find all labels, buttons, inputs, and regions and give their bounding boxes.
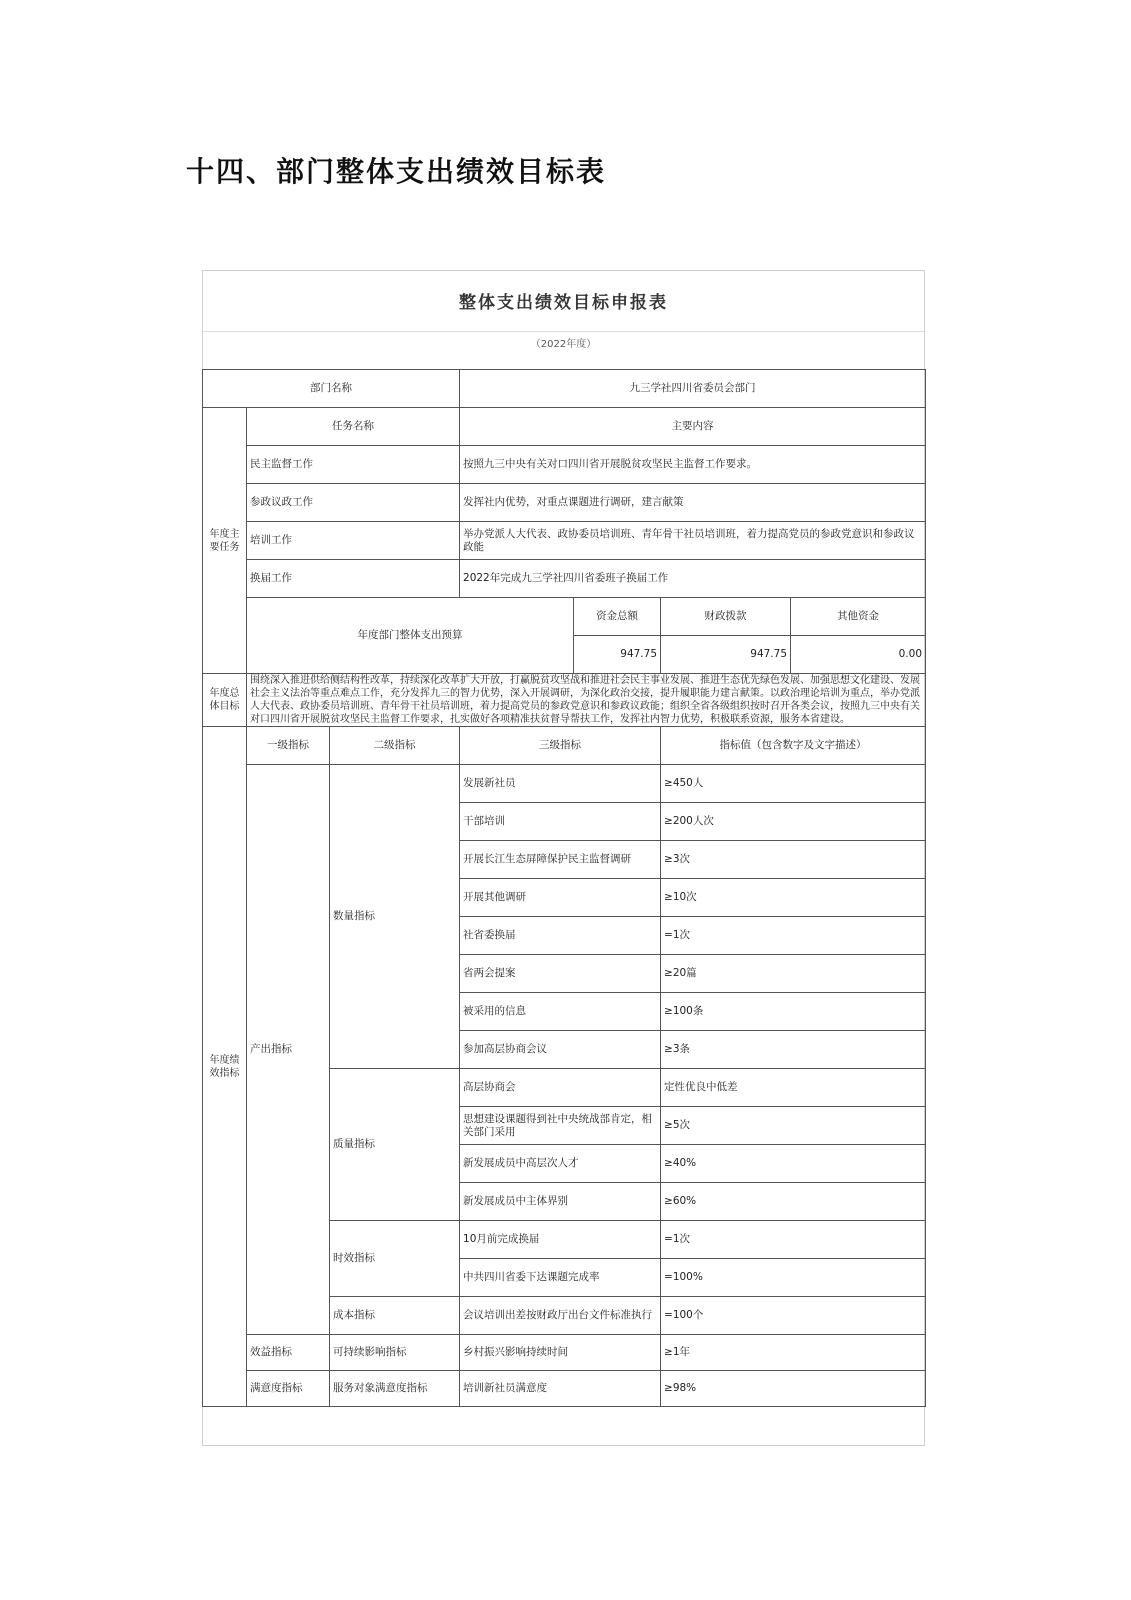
level3-name: 中共四川省委下达课题完成率	[460, 1259, 661, 1297]
level1-output: 产出指标	[247, 765, 330, 1335]
indicator-value: =1次	[661, 1221, 926, 1259]
indicator-value: ≥40%	[661, 1145, 926, 1183]
level3-name: 开展长江生态屏障保护民主监督调研	[460, 841, 661, 879]
level3-name: 新发展成员中高层次人才	[460, 1145, 661, 1183]
indicator-value: ≥5次	[661, 1107, 926, 1145]
level1-satisfaction: 满意度指标	[247, 1371, 330, 1407]
indicator-value: ≥60%	[661, 1183, 926, 1221]
level1-benefit: 效益指标	[247, 1335, 330, 1371]
indicator-value: ≥98%	[661, 1371, 926, 1407]
page-title: 十四、部门整体支出绩效目标表	[186, 155, 607, 188]
indicator-value: ≥100条	[661, 993, 926, 1031]
level2-quality: 质量指标	[330, 1069, 460, 1221]
level2-sustainable: 可持续影响指标	[330, 1335, 460, 1371]
level3-name: 发展新社员	[460, 765, 661, 803]
level3-name: 省两会提案	[460, 955, 661, 993]
task-name: 培训工作	[247, 522, 460, 560]
dept-label: 部门名称	[203, 370, 460, 408]
level3-name: 思想建设课题得到社中央统战部肯定，相关部门采用	[460, 1107, 661, 1145]
indicator-header: 二级指标	[330, 727, 460, 765]
indicator-value: ≥3次	[661, 841, 926, 879]
level2-quantity: 数量指标	[330, 765, 460, 1069]
budget-fiscal: 947.75	[661, 636, 791, 674]
task-name: 民主监督工作	[247, 446, 460, 484]
task-name: 换届工作	[247, 560, 460, 598]
level3-name: 参加高层协商会议	[460, 1031, 661, 1069]
indicators-label: 年度绩效指标	[203, 727, 247, 1407]
level3-name: 高层协商会	[460, 1069, 661, 1107]
level3-name: 新发展成员中主体界别	[460, 1183, 661, 1221]
task-name: 参政议政工作	[247, 484, 460, 522]
task-content: 2022年完成九三学社四川省委班子换届工作	[460, 560, 926, 598]
indicator-value: ≥10次	[661, 879, 926, 917]
title-divider	[202, 331, 925, 332]
overall-goal-text: 围绕深入推进供给侧结构性改革，持续深化改革扩大开放，打赢脱贫攻坚战和推进社会民主事业发展、推进生态优先绿色发展、加强思想文化建设、发展社会主义法治等重点难点工作，充分发挥九三的智力优势，深入开展调研，为深化政治交接，提升履职能力建言献策。以政治理论培训为重点，举办党派人大代表、政协委员培训班、青年骨干社员培训班，着力提高党员的参政党意识和参政议政能；组织全省各级组织按时召开各类会议，按照九三中央有关对口四川省开展脱贫攻坚民主监督工作要求，扎实做好各项精准扶贫督导帮扶工作，发挥社内智力优势，积极联系资源，服务本省建设。	[247, 674, 926, 727]
budget-total: 947.75	[574, 636, 661, 674]
indicator-header: 指标值（包含数字及文字描述）	[661, 727, 926, 765]
performance-table	[202, 369, 926, 1407]
budget-label: 年度部门整体支出预算	[247, 598, 574, 674]
task-content-header: 主要内容	[460, 408, 926, 446]
indicator-value: ≥450人	[661, 765, 926, 803]
form-year: （2022年度）	[530, 339, 597, 350]
budget-header: 资金总额	[574, 598, 661, 636]
indicator-value: ≥1年	[661, 1335, 926, 1371]
budget-header: 其他资金	[791, 598, 926, 636]
indicator-value: 定性优良中低差	[661, 1069, 926, 1107]
level2-timeliness: 时效指标	[330, 1221, 460, 1297]
level3-name: 10月前完成换届	[460, 1221, 661, 1259]
indicator-header: 三级指标	[460, 727, 661, 765]
level3-name: 乡村振兴影响持续时间	[460, 1335, 661, 1371]
indicator-value: =100%	[661, 1259, 926, 1297]
task-content: 发挥社内优势，对重点课题进行调研，建言献策	[460, 484, 926, 522]
indicator-value: ≥200人次	[661, 803, 926, 841]
level3-name: 培训新社员满意度	[460, 1371, 661, 1407]
overall-goal-label: 年度总体目标	[203, 674, 247, 727]
task-content: 举办党派人大代表、政协委员培训班、青年骨干社员培训班，着力提高党员的参政党意识和参政议政能	[460, 522, 926, 560]
level3-name: 干部培训	[460, 803, 661, 841]
dept-value: 九三学社四川省委员会部门	[460, 370, 926, 408]
budget-other: 0.00	[791, 636, 926, 674]
budget-header: 财政拨款	[661, 598, 791, 636]
indicator-value: ≥20篇	[661, 955, 926, 993]
indicator-value: ≥3条	[661, 1031, 926, 1069]
form-title: 整体支出绩效目标申报表	[459, 293, 668, 313]
task-name-header: 任务名称	[247, 408, 460, 446]
level3-name: 开展其他调研	[460, 879, 661, 917]
level2-cost: 成本指标	[330, 1297, 460, 1335]
task-content: 按照九三中央有关对口四川省开展脱贫攻坚民主监督工作要求。	[460, 446, 926, 484]
level3-name: 社省委换届	[460, 917, 661, 955]
level2-service-satisfaction: 服务对象满意度指标	[330, 1371, 460, 1407]
level3-name: 被采用的信息	[460, 993, 661, 1031]
annual-tasks-label: 年度主要任务	[203, 408, 247, 674]
indicator-value: =1次	[661, 917, 926, 955]
indicator-header: 一级指标	[247, 727, 330, 765]
level3-name: 会议培训出差按财政厅出台文件标准执行	[460, 1297, 661, 1335]
indicator-value: =100个	[661, 1297, 926, 1335]
